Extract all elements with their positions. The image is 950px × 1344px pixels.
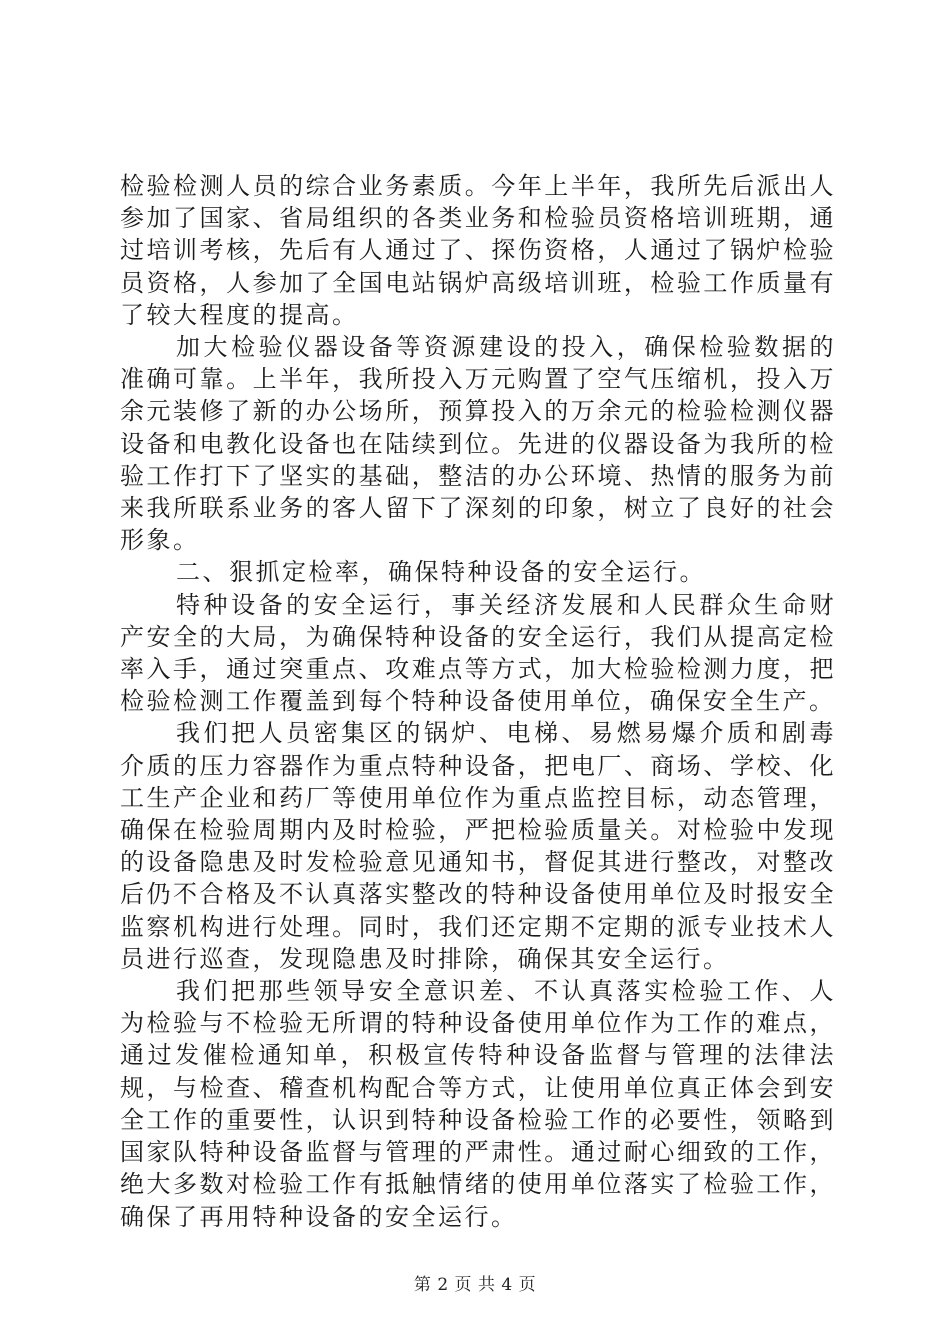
document-body (120, 170, 836, 1233)
paragraph-continuation: 检验检测人员的综合业务素质。今年上半年，我所先后派出人参加了国家、省局组织的各类业务和检验员资格培训班期，通过培训考核，先后有人通过了、探伤资格，人通过了锅炉检验员资格，人参加了全国电站锅炉高级培训班，检验工作质量有了较大程度的提高。 (120, 172, 836, 329)
paragraph-key-equipment: 我们把人员密集区的锅炉、电梯、易燃易爆介质和剧毒介质的压力容器作为重点特种设备，把电厂、商场、学校、化工生产企业和药厂等使用单位作为重点监控目标，动态管理，确保在检验周期内及时检验，严把检验质量关。对检验中发现的设备隐患及时发检验意见通知书，督促其进行整改，对整改后仍不合格及不认真落实整改的特种设备使用单位及时报安全监察机构进行处理。同时，我们还定期不定期的派专业技术人员进行巡查，发现隐患及时排除，确保其安全运行。 (120, 719, 836, 973)
paragraph-safety-operation: 特种设备的安全运行，事关经济发展和人民群众生命财产安全的大局，为确保特种设备的安全运行，我们从提高定检率入手，通过突重点、攻难点等方式，加大检验检测力度，把检验检测工作覆盖到每个特种设备使用单位，确保安全生产。 (120, 590, 836, 716)
paragraph-equipment-investment: 加大检验仪器设备等资源建设的投入，确保检验数据的准确可靠。上半年，我所投入万元购置了空气压缩机，投入万余元装修了新的办公场所，预算投入的万余元的检验检测仪器设备和电教化设备也在陆续到位。先进的仪器设备为我所的检验工作打下了坚实的基础，整洁的办公环境、热情的服务为前来我所联系业务的客人留下了深刻的印象，树立了良好的社会形象。 (120, 333, 836, 555)
paragraph-difficult-units: 我们把那些领导安全意识差、不认真落实检验工作、人为检验与不检验无所谓的特种设备使用单位作为工作的难点，通过发催检通知单，积极宣传特种设备监督与管理的法律法规，与检查、稽查机构配合等方式，让使用单位真正体会到安全工作的重要性，认识到特种设备检验工作的必要性，领略到国家队特种设备监督与管理的严肃性。通过耐心细致的工作，绝大多数对检验工作有抵触情绪的使用单位落实了检验工作，确保了再用特种设备的安全运行。 (120, 977, 836, 1231)
section-heading: 二、狠抓定检率，确保特种设备的安全运行。 (176, 558, 706, 587)
page-number: 第 2 页 共 4 页 (413, 1275, 537, 1295)
